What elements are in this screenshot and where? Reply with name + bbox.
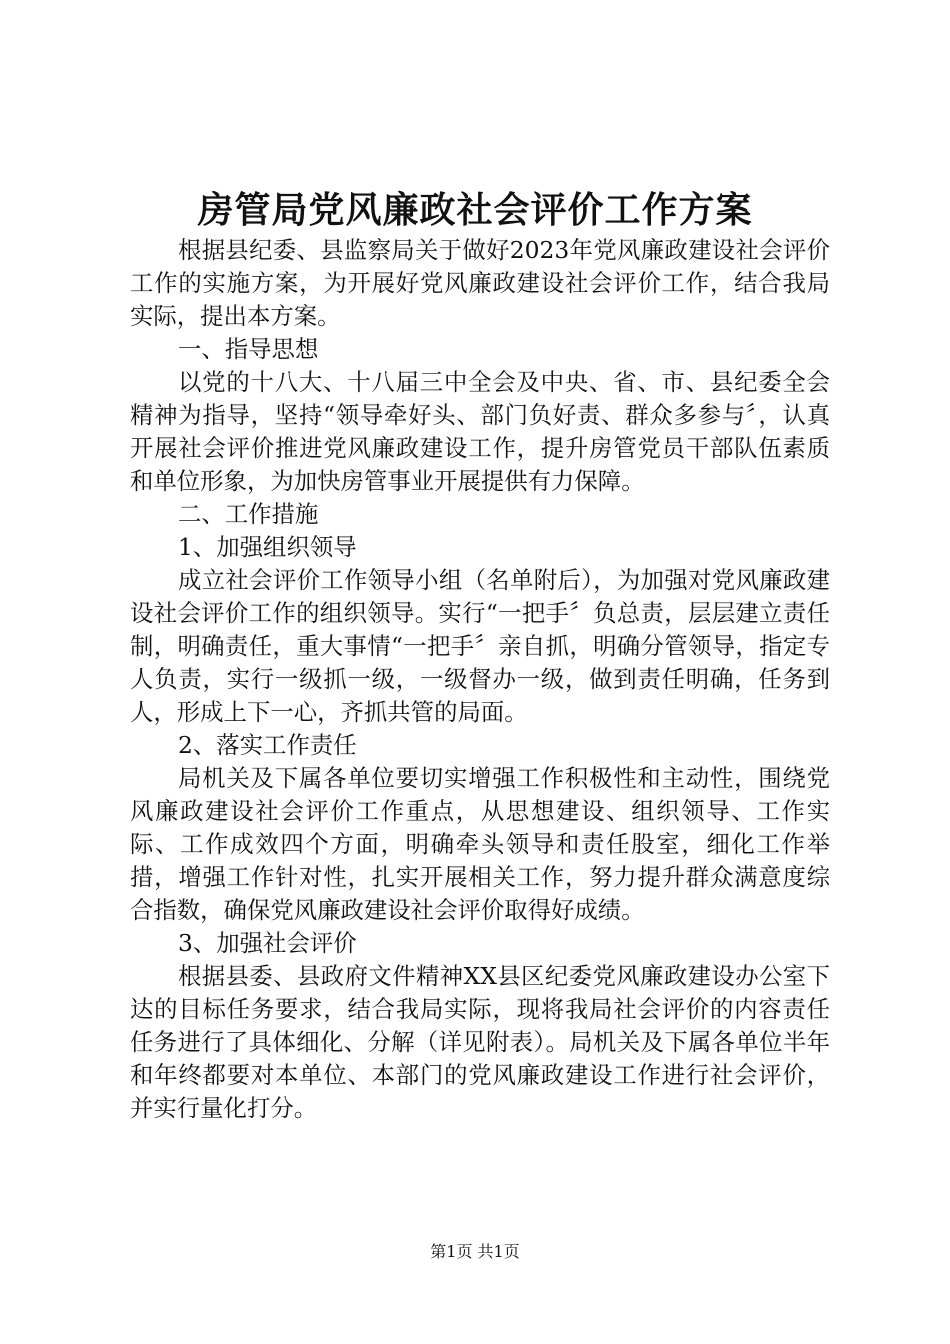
organization-paragraph: 成立社会评价工作领导小组（名单附后），为加强对党风廉政建设社会评价工作的组织领导。实行“一把手〞负总责，层层建立责任制，明确责任，重大事情“一把手〞亲自抓，明确分管领导，指定专人负责，实行一级抓一级，一级督办一级，做到责任明确，任务到人，形成上下一心，齐抓共管的局面。 [130, 566, 830, 726]
section-heading-guiding-thought: 一、指导思想 [178, 335, 319, 363]
subheading-responsibility: 2、落实工作责任 [178, 731, 357, 759]
responsibility-paragraph: 局机关及下属各单位要切实增强工作积极性和主动性，围绕党风廉政建设社会评价工作重点，从思想建设、组织领导、工作实际、工作成效四个方面，明确牵头领导和责任股室，细化工作举措，增强工作针对性，扎实开展相关工作，努力提升群众满意度综合指数，确保党风廉政建设社会评价取得好成绩。 [130, 764, 830, 924]
section-heading-work-measures: 二、工作措施 [178, 500, 319, 528]
guiding-thought-paragraph: 以党的十八大、十八届三中全会及中央、省、市、县纪委全会精神为指导，坚持“领导牵好头、部门负好责、群众多参与〞，认真开展社会评价推进党风廉政建设工作，提升房管党员干部队伍素质和单位形象，为加快房管事业开展提供有力保障。 [130, 368, 830, 495]
document-title: 房管局党风廉政社会评价工作方案 [197, 189, 753, 231]
page-footer: 第1页 共1页 [430, 1242, 520, 1261]
subheading-social-evaluation: 3、加强社会评价 [178, 929, 357, 957]
document-body [130, 234, 830, 1125]
intro-paragraph: 根据县纪委、县监察局关于做好2023年党风廉政建设社会评价工作的实施方案，为开展好党风廉政建设社会评价工作，结合我局实际，提出本方案。 [130, 236, 830, 330]
social-evaluation-paragraph: 根据县委、县政府文件精神XX县区纪委党风廉政建设办公室下达的目标任务要求，结合我局实际，现将我局社会评价的内容责任任务进行了具体细化、分解（详见附表）。局机关及下属各单位半年和年终都要对本单位、本部门的党风廉政建设工作进行社会评价，并实行量化打分。 [130, 962, 830, 1122]
subheading-organization: 1、加强组织领导 [178, 533, 357, 561]
